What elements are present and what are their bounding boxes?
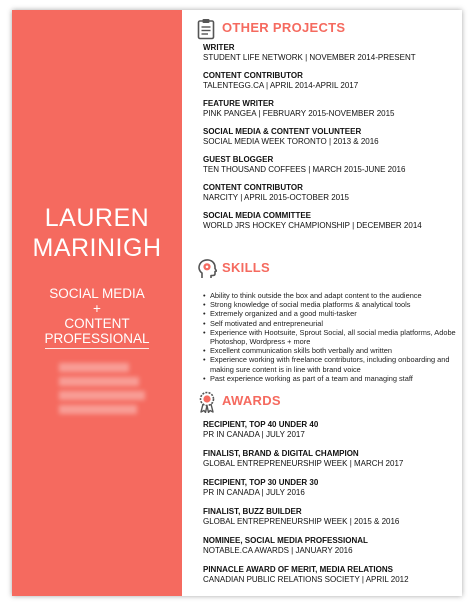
skill-item: • Past experience working as part of a team and managing staff xyxy=(203,374,459,383)
redacted-contact xyxy=(59,377,139,386)
entry-role: PINNACLE AWARD OF MERIT, MEDIA RELATIONS xyxy=(203,565,393,574)
entry-org: PINK PANGEA | FEBRUARY 2015-NOVEMBER 2015 xyxy=(203,109,395,118)
clipboard-icon xyxy=(197,18,217,40)
entry-role: FINALIST, BRAND & DIGITAL CHAMPION xyxy=(203,449,359,458)
entry-role: RECIPIENT, TOP 30 UNDER 30 xyxy=(203,478,319,487)
skill-item: • Experience with Hootsuite, Sprout Social, all social media platforms, Adobe Photoshop, Wordpress + more xyxy=(203,328,459,346)
entry-role: FEATURE WRITER xyxy=(203,99,274,108)
entry-org: SOCIAL MEDIA WEEK TORONTO | 2013 & 2016 xyxy=(203,137,379,146)
entry-role: GUEST BLOGGER xyxy=(203,155,274,164)
section-header-projects xyxy=(197,18,459,40)
main-content xyxy=(197,10,459,596)
entry-org: PR IN CANADA | JULY 2016 xyxy=(203,488,305,497)
entry-org: CANADIAN PUBLIC RELATIONS SOCIETY | APRIL 2012 xyxy=(203,575,409,584)
entry-org: GLOBAL ENTREPRENEURSHIP WEEK | 2015 & 2016 xyxy=(203,517,400,526)
project-entry xyxy=(203,71,459,91)
section-title: SKILLS xyxy=(222,260,271,275)
skills-list xyxy=(203,291,459,383)
skill-item: • Experience working with freelance contributors, including onboarding and making sure content is in line with brand voice xyxy=(203,355,459,373)
entry-role: CONTENT CONTRIBUTOR xyxy=(203,183,303,192)
entry-role: WRITER xyxy=(203,43,235,52)
resume-page xyxy=(12,10,462,596)
sidebar xyxy=(12,10,182,596)
project-entry xyxy=(203,127,459,147)
entry-org: PR IN CANADA | JULY 2017 xyxy=(203,430,305,439)
award-entry xyxy=(203,420,459,440)
project-entry xyxy=(203,211,459,231)
award-ribbon-icon xyxy=(197,391,217,413)
entry-org: NOTABLE.CA AWARDS | JANUARY 2016 xyxy=(203,546,353,555)
entry-org: TALENTEGG.CA | APRIL 2014-APRIL 2017 xyxy=(203,81,359,90)
entry-org: NARCITY | APRIL 2015-OCTOBER 2015 xyxy=(203,193,349,202)
skill-item: • Excellent communication skills both verbally and written xyxy=(203,346,459,355)
award-entry xyxy=(203,536,459,556)
award-entry xyxy=(203,565,459,585)
entry-role: RECIPIENT, TOP 40 UNDER 40 xyxy=(203,420,319,429)
redacted-contact xyxy=(59,363,129,372)
redacted-contact xyxy=(59,405,137,414)
entry-org: GLOBAL ENTREPRENEURSHIP WEEK | MARCH 2017 xyxy=(203,459,404,468)
skill-item: • Ability to think outside the box and adapt content to the audience xyxy=(203,291,459,300)
entry-role: SOCIAL MEDIA COMMITTEE xyxy=(203,211,311,220)
redacted-contact xyxy=(59,391,145,400)
award-entry xyxy=(203,449,459,469)
section-title: AWARDS xyxy=(222,393,281,408)
title-line: + xyxy=(93,301,101,316)
section-header-skills xyxy=(197,258,459,280)
title-line: PROFESSIONAL xyxy=(44,331,150,346)
project-entry xyxy=(203,155,459,175)
entry-role: NOMINEE, SOCIAL MEDIA PROFESSIONAL xyxy=(203,536,368,545)
entry-org: TEN THOUSAND COFFEES | MARCH 2015-JUNE 2016 xyxy=(203,165,406,174)
project-entry xyxy=(203,183,459,203)
entry-role: FINALIST, BUZZ BUILDER xyxy=(203,507,302,516)
last-name: MARINIGH xyxy=(32,234,162,262)
brain-head-icon xyxy=(197,258,217,280)
entry-org: WORLD JRS HOCKEY CHAMPIONSHIP | DECEMBER 2014 xyxy=(203,221,422,230)
project-entry xyxy=(203,99,459,119)
project-entry xyxy=(203,43,459,63)
title-line: CONTENT xyxy=(64,316,130,331)
section-title: OTHER PROJECTS xyxy=(222,20,346,35)
skill-item: • Extremely organized and a good multi-tasker xyxy=(203,309,459,318)
title-line: SOCIAL MEDIA xyxy=(49,286,145,301)
skill-item: • Strong knowledge of social media platforms & analytical tools xyxy=(203,300,459,309)
entry-org: STUDENT LIFE NETWORK | NOVEMBER 2014-PRESENT xyxy=(203,53,416,62)
award-entry xyxy=(203,478,459,498)
entry-role: SOCIAL MEDIA & CONTENT VOLUNTEER xyxy=(203,127,362,136)
award-entry xyxy=(203,507,459,527)
entry-role: CONTENT CONTRIBUTOR xyxy=(203,71,303,80)
skill-item: • Self motivated and entrepreneurial xyxy=(203,319,459,328)
section-header-awards xyxy=(197,391,459,413)
first-name: LAUREN xyxy=(44,204,150,232)
divider xyxy=(45,348,149,349)
